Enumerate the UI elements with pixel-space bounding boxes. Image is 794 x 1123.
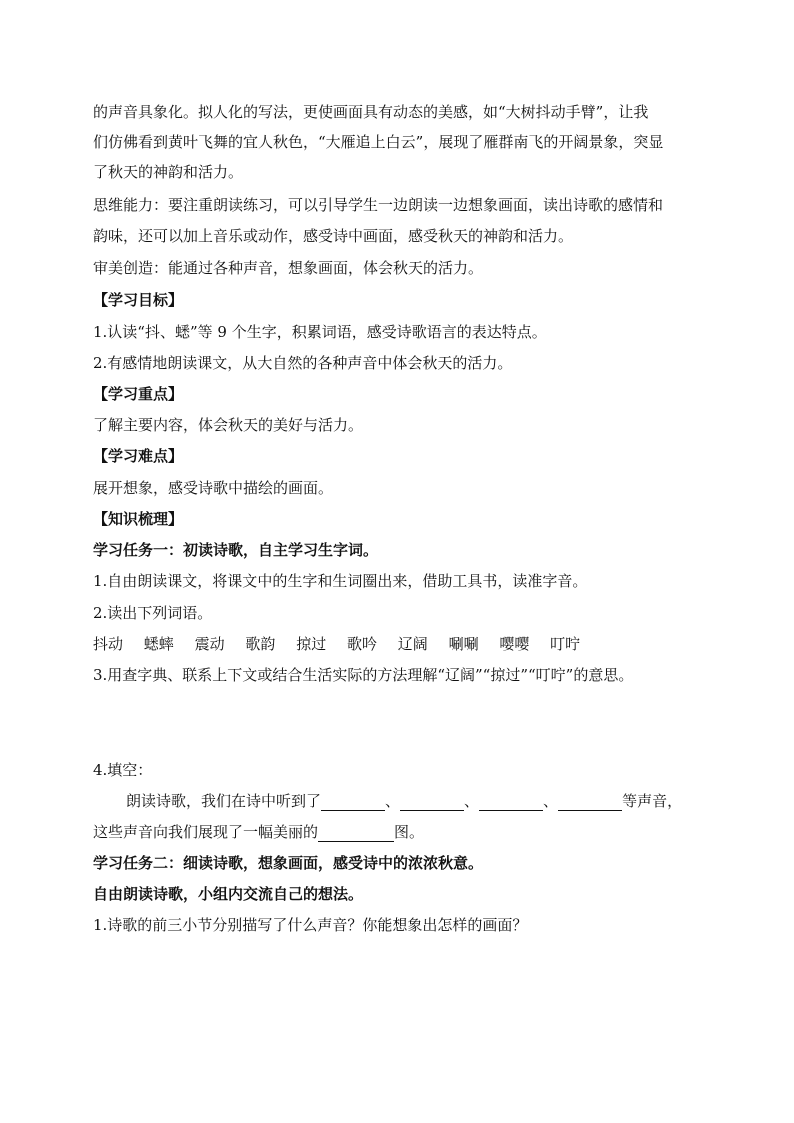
fill-blank[interactable] <box>400 794 464 811</box>
difficulties-heading: 【学习难点】 <box>93 447 184 465</box>
goal-item: 1.认读“抖、蟋”等 9 个生字，积累词语，感受诗歌语言的表达特点。 <box>93 323 547 341</box>
task-one-item: 3.用查字典、联系上下文或结合生活实际的方法理解“辽阔”“掠过”“叮咛”的意思。 <box>93 666 634 684</box>
difficulties-text: 展开想象，感受诗歌中描绘的画面。 <box>93 479 334 497</box>
vocab-word: 辽阔 <box>397 635 428 653</box>
fill-blank[interactable] <box>558 794 622 811</box>
task-two-item: 1.诗歌的前三小节分别描写了什么声音？你能想象出怎样的画面？ <box>93 916 528 934</box>
key-points-heading: 【学习重点】 <box>93 385 184 403</box>
fill-blank[interactable] <box>321 794 385 811</box>
thinking-ability-line: 韵味，还可以加上音乐或动作，感受诗中画面，感受秋天的神韵和活力。 <box>93 227 574 245</box>
fill-in-heading: 4.填空： <box>93 761 153 779</box>
key-points-text: 了解主要内容，体会秋天的美好与活力。 <box>93 416 364 434</box>
task-two-subtitle: 自由朗读诗歌，小组内交流自己的想法。 <box>93 885 364 903</box>
vocab-word: 叮咛 <box>550 635 581 653</box>
intro-line: 了秋天的神韵和活力。 <box>93 163 244 181</box>
fill-blank[interactable] <box>479 794 543 811</box>
vocab-word: 嘤嘤 <box>499 635 530 653</box>
fill-blank[interactable] <box>318 825 394 842</box>
vocabulary-list <box>93 634 596 654</box>
thinking-ability-line: 思维能力：要注重朗读练习，可以引导学生一边朗读一边想象画面，读出诗歌的感情和 <box>93 196 664 214</box>
vocab-word: 唰唰 <box>448 635 479 653</box>
fill-in-sentence: 朗读诗歌，我们在诗中听到了 、 、 、 等声音， <box>126 792 683 810</box>
aesthetic-creation-line: 审美创造：能通过各种声音，想象画面，体会秋天的活力。 <box>93 259 484 277</box>
task-one-item: 2.读出下列词语。 <box>93 604 213 622</box>
vocab-word: 抖动 <box>93 635 124 653</box>
vocab-word: 掠过 <box>296 635 327 653</box>
intro-line: 的声音具象化。拟人化的写法，更使画面具有动态的美感，如“大树抖动手臂”，让我 <box>93 103 649 121</box>
vocab-word: 震动 <box>194 635 225 653</box>
goal-item: 2.有感情地朗读课文，从大自然的各种声音中体会秋天的活力。 <box>93 354 513 372</box>
vocab-word: 蟋蟀 <box>143 635 174 653</box>
learning-goals-heading: 【学习目标】 <box>93 291 184 309</box>
task-two-title: 学习任务二：细读诗歌，想象画面，感受诗中的浓浓秋意。 <box>93 854 484 872</box>
knowledge-heading: 【知识梳理】 <box>93 510 184 528</box>
fill-in-sentence: 这些声音向我们展现了一幅美丽的 图。 <box>93 823 425 841</box>
task-one-item: 1.自由朗读课文，将课文中的生字和生词圈出来，借助工具书，读准字音。 <box>93 572 588 590</box>
intro-line: 们仿佛看到黄叶飞舞的宜人秋色，“大雁追上白云”，展现了雁群南飞的开阔景象，突显 <box>93 133 664 151</box>
vocab-word: 歌吟 <box>346 635 377 653</box>
task-one-title: 学习任务一：初读诗歌，自主学习生字词。 <box>93 541 379 559</box>
vocab-word: 歌韵 <box>245 635 276 653</box>
